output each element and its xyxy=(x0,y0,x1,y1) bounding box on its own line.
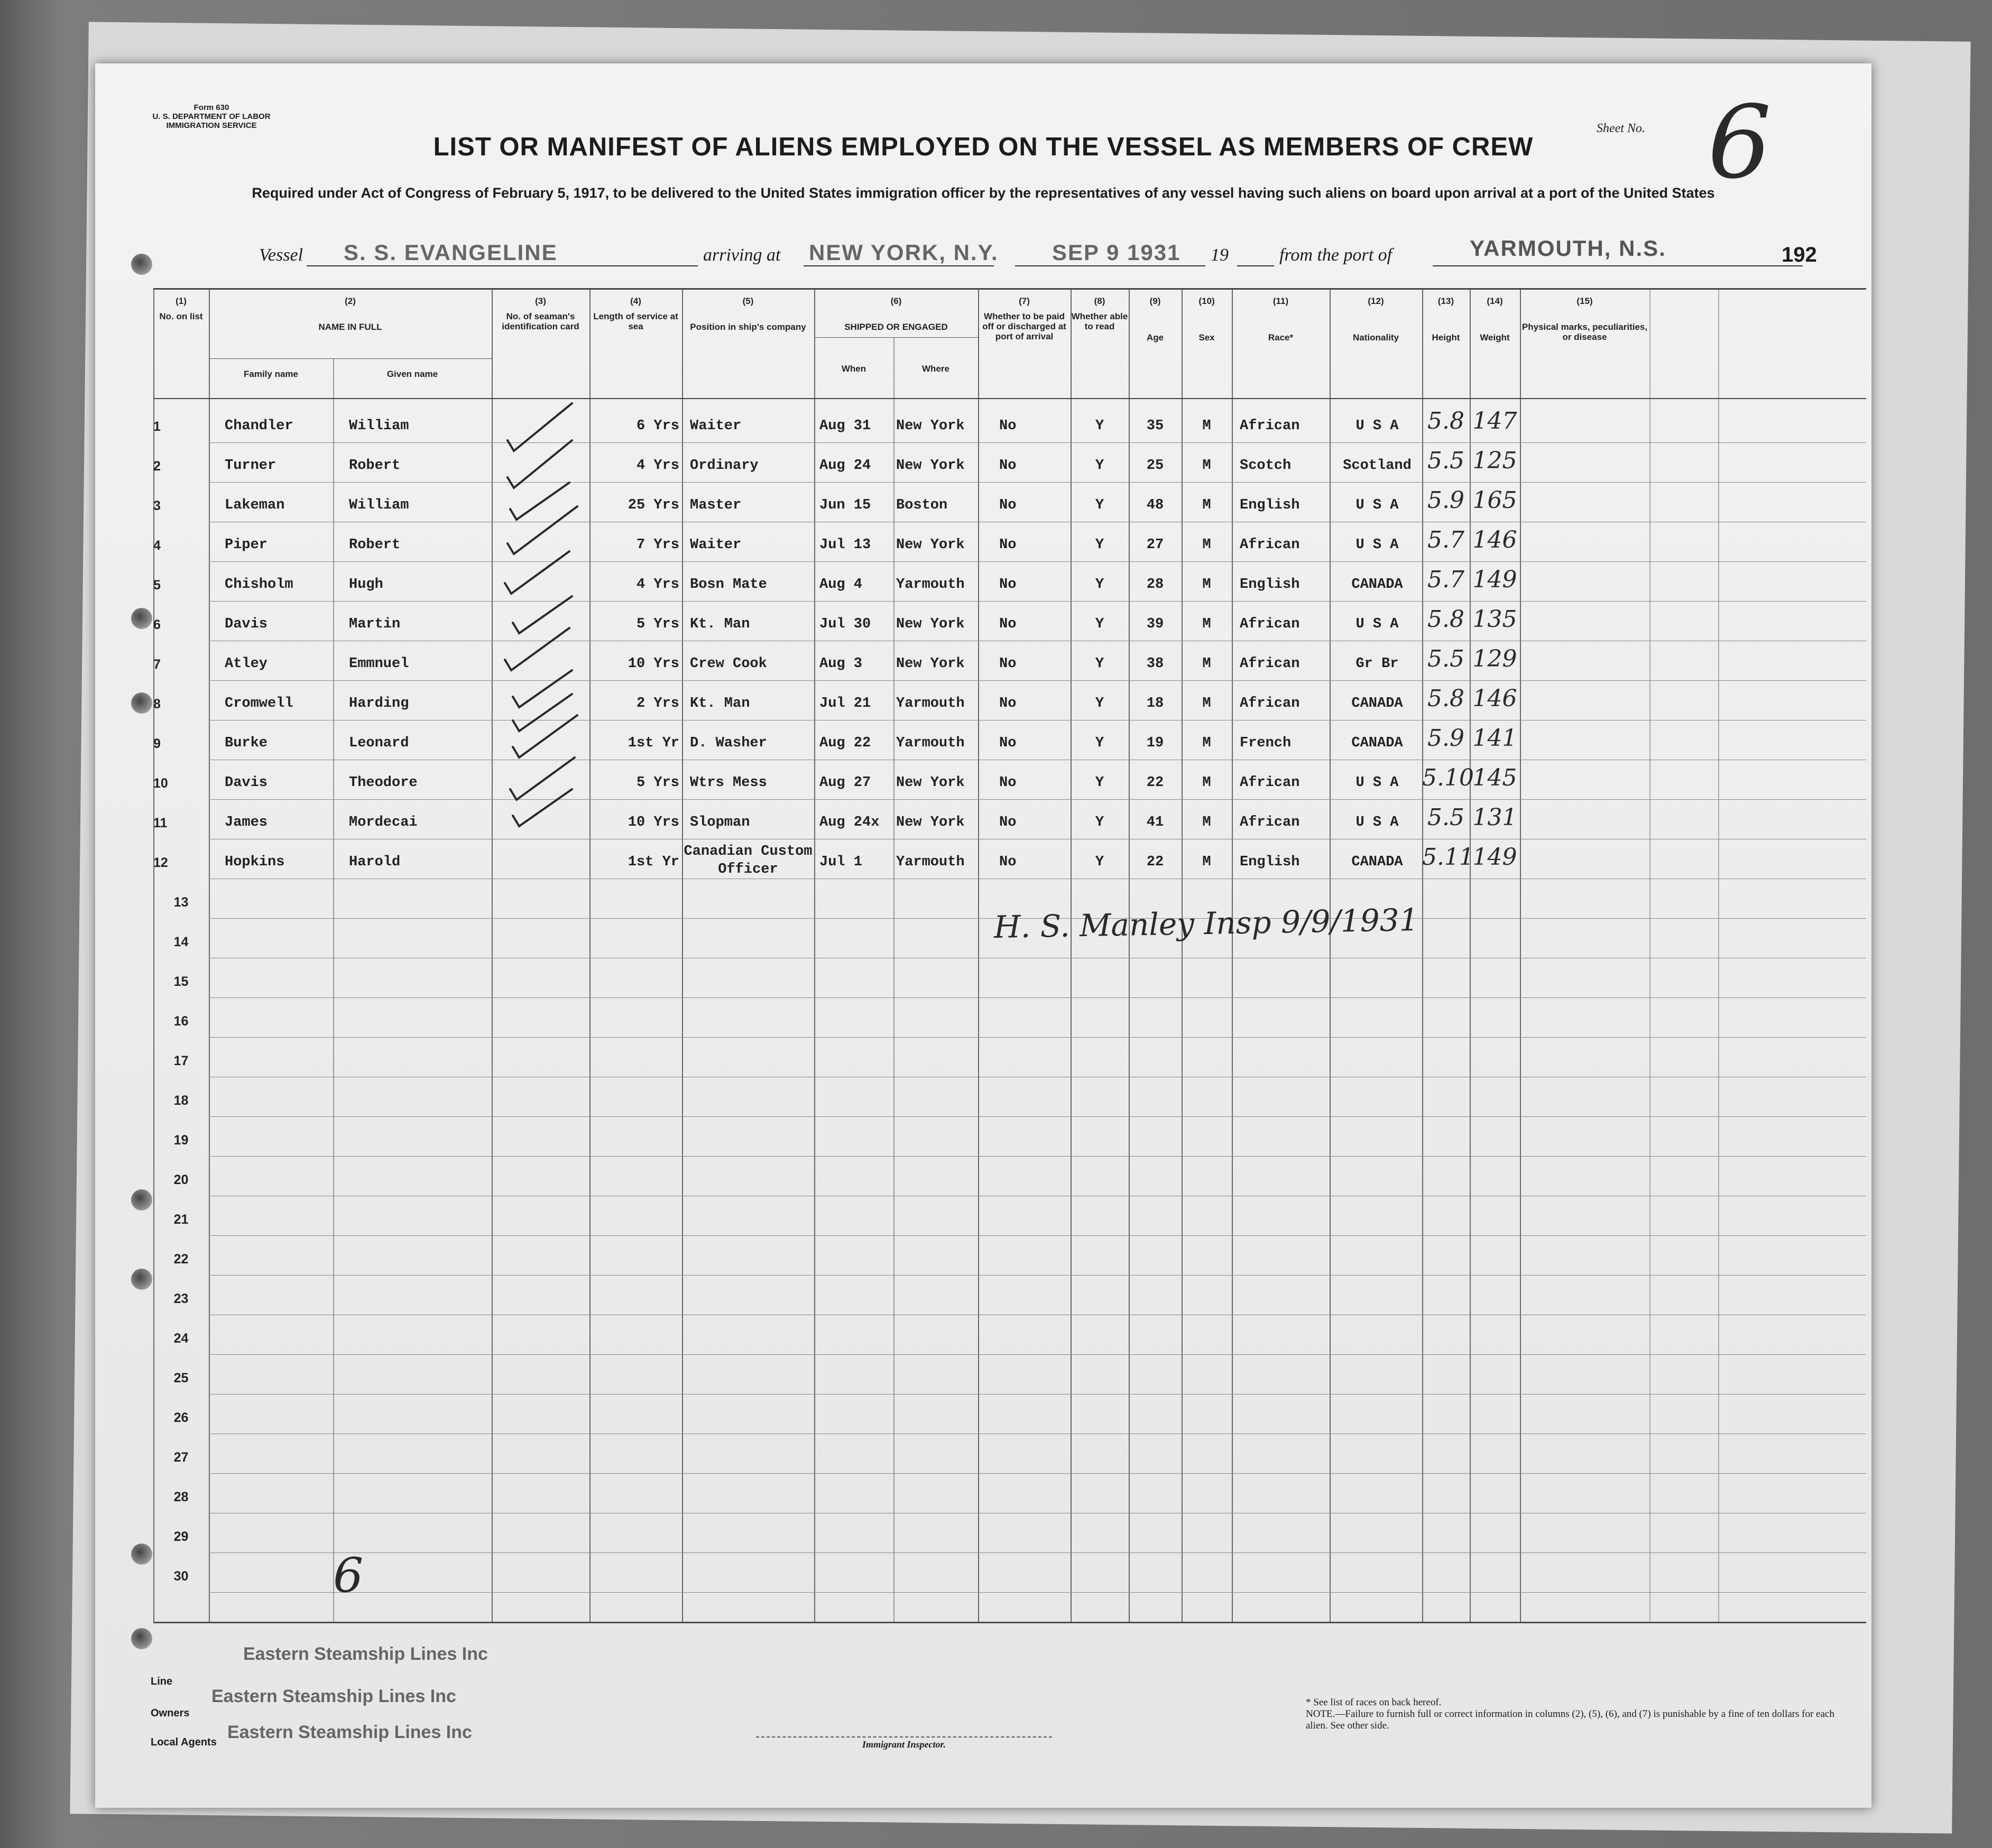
cell-given: Theodore xyxy=(349,775,418,791)
cell-family: Burke xyxy=(225,735,268,751)
table-row xyxy=(153,839,1866,879)
row-number: 20 xyxy=(173,1172,189,1187)
cell-service: 2 Yrs xyxy=(636,696,679,712)
row-number: 28 xyxy=(173,1490,189,1504)
year-prefix: 19 xyxy=(1211,245,1229,265)
cell-when: Jul 1 xyxy=(819,854,863,870)
cell-position: Kt. Man xyxy=(690,616,750,632)
vessel-label: Vessel xyxy=(259,245,303,265)
cell-height: 5.8 xyxy=(1427,606,1464,633)
document-subtitle: Required under Act of Congress of February 5, 1917, to be delivered to the United States immigration officer by the representatives of any vessel having such aliens on board upon arrival at a port of the United States xyxy=(252,185,1715,201)
table-row xyxy=(153,1315,1866,1355)
cell-paid: No xyxy=(999,854,1017,870)
cell-position: Wtrs Mess xyxy=(690,775,767,791)
cell-n: 12 xyxy=(153,855,168,870)
cell-when: Jul 30 xyxy=(819,616,871,632)
races-note: * See list of races on back hereof. xyxy=(1306,1697,1442,1708)
table-row xyxy=(153,1196,1866,1236)
cell-given: William xyxy=(349,418,409,434)
cell-weight: 141 xyxy=(1472,725,1517,752)
table-row xyxy=(153,681,1866,720)
cell-nationality: U S A xyxy=(1355,775,1399,791)
cell-given: Robert xyxy=(349,458,401,474)
cell-when: Aug 3 xyxy=(819,656,863,672)
col-where-header: Where xyxy=(922,364,949,374)
cell-family: Davis xyxy=(225,616,268,632)
cell-where: New York xyxy=(896,458,965,474)
cell-height: 5.5 xyxy=(1427,645,1464,672)
cell-where: Boston xyxy=(896,497,948,513)
document-title: LIST OR MANIFEST OF ALIENS EMPLOYED ON THE VESSEL AS MEMBERS OF CREW xyxy=(433,133,1534,161)
cell-sex: M xyxy=(1202,696,1211,712)
col-weight-header: (14) Weight xyxy=(1480,296,1510,343)
cell-race: African xyxy=(1240,815,1300,830)
cell-sex: M xyxy=(1202,418,1211,434)
cell-given: Emmnuel xyxy=(349,656,409,672)
binder-hole xyxy=(131,608,152,629)
cell-where: Yarmouth xyxy=(896,854,965,870)
agents-value: Eastern Steamship Lines Inc xyxy=(227,1722,472,1742)
cell-when: Aug 22 xyxy=(819,735,871,751)
cell-given: Robert xyxy=(349,537,401,553)
cell-race: English xyxy=(1240,854,1300,870)
cell-race: African xyxy=(1240,418,1300,434)
table-row xyxy=(153,403,1866,443)
cell-family: James xyxy=(225,815,268,830)
cell-age: 27 xyxy=(1146,537,1164,553)
col-shipped-header: (6) SHIPPED OR ENGAGED xyxy=(844,296,948,332)
cell-height: 5.5 xyxy=(1427,804,1464,831)
row-number: 17 xyxy=(173,1054,189,1068)
table-row xyxy=(153,602,1866,641)
cell-nationality: CANADA xyxy=(1351,735,1403,751)
col-number-header: (1) No. on list xyxy=(159,296,203,321)
cell-read: Y xyxy=(1095,616,1104,632)
page-number: 192 xyxy=(1782,243,1817,266)
cell-age: 41 xyxy=(1146,815,1164,830)
row-number: 21 xyxy=(173,1212,189,1227)
arrival-port: NEW YORK, N.Y. xyxy=(809,240,999,265)
cell-position: Canadian Custom Officer xyxy=(684,844,813,877)
binder-hole xyxy=(131,1189,152,1211)
cell-given: Leonard xyxy=(349,735,409,751)
cell-height: 5.7 xyxy=(1427,566,1464,593)
cell-race: English xyxy=(1240,497,1300,513)
crew-manifest-table xyxy=(153,288,1866,1623)
inspector-signature: H. S. Manley Insp 9/9/1931 xyxy=(993,901,1419,946)
row-number: 15 xyxy=(173,974,189,989)
cell-sex: M xyxy=(1202,458,1211,474)
cell-weight: 149 xyxy=(1472,844,1517,871)
cell-paid: No xyxy=(999,537,1017,553)
cell-age: 22 xyxy=(1146,854,1164,870)
col-name-header: (2) NAME IN FULL xyxy=(318,296,382,332)
cell-height: 5.10 xyxy=(1422,764,1474,791)
cell-service: 10 Yrs xyxy=(628,815,679,830)
cell-read: Y xyxy=(1095,854,1104,870)
cell-family: Chandler xyxy=(225,418,293,434)
cell-n: 11 xyxy=(153,816,168,830)
table-row xyxy=(153,1434,1866,1474)
cell-when: Aug 27 xyxy=(819,775,871,791)
cell-height: 5.8 xyxy=(1427,408,1464,435)
cell-read: Y xyxy=(1095,815,1104,830)
cell-n: 4 xyxy=(153,538,161,553)
binder-hole xyxy=(131,1628,152,1649)
cell-given: Martin xyxy=(349,616,401,632)
cell-nationality: Gr Br xyxy=(1355,656,1399,672)
cell-given: Harold xyxy=(349,854,401,870)
cell-where: New York xyxy=(896,418,965,434)
binder-hole xyxy=(131,1544,152,1565)
cell-age: 38 xyxy=(1146,656,1164,672)
cell-age: 28 xyxy=(1146,577,1164,593)
arriving-label: arriving at xyxy=(703,245,781,265)
cell-read: Y xyxy=(1095,775,1104,791)
cell-paid: No xyxy=(999,815,1017,830)
table-row xyxy=(153,800,1866,839)
cell-paid: No xyxy=(999,497,1017,513)
cell-height: 5.7 xyxy=(1427,526,1464,553)
row-number: 29 xyxy=(173,1529,189,1544)
cell-when: Jun 15 xyxy=(819,497,871,513)
from-port-label: from the port of xyxy=(1279,245,1392,265)
cell-read: Y xyxy=(1095,458,1104,474)
cell-where: New York xyxy=(896,537,965,553)
cell-nationality: CANADA xyxy=(1351,854,1403,870)
row-number: 26 xyxy=(173,1410,189,1425)
cell-nationality: U S A xyxy=(1355,537,1399,553)
col-paid-off-header: (7) Whether to be paid off or discharged at port of arrival xyxy=(982,296,1066,341)
line-label: Line xyxy=(151,1676,173,1687)
cell-paid: No xyxy=(999,656,1017,672)
table-row xyxy=(153,720,1866,760)
cell-age: 18 xyxy=(1146,696,1164,712)
col-physical-marks-header: (15) Physical marks, peculiarities, or disease xyxy=(1521,296,1648,342)
table-row xyxy=(153,522,1866,562)
cell-age: 48 xyxy=(1146,497,1164,513)
cell-n: 3 xyxy=(153,498,161,513)
cell-height: 5.5 xyxy=(1427,447,1464,474)
tally-mark: 6 xyxy=(333,1548,364,1603)
cell-nationality: Scotland xyxy=(1343,458,1412,474)
col-age-header: (9) Age xyxy=(1146,296,1164,343)
row-number: 14 xyxy=(173,935,189,949)
cell-read: Y xyxy=(1095,696,1104,712)
owners-value: Eastern Steamship Lines Inc xyxy=(211,1686,456,1706)
footnotes xyxy=(1306,1697,1834,1732)
cell-family: Cromwell xyxy=(225,696,293,712)
cell-age: 25 xyxy=(1146,458,1164,474)
table-row xyxy=(153,998,1866,1038)
table-row xyxy=(153,1157,1866,1196)
table-row xyxy=(153,1355,1866,1394)
col-service-header: (4) Length of service at sea xyxy=(593,296,678,331)
penalty-note: NOTE.—Failure to furnish full or correct information in columns (2), (5), (6), and (7) is punishable by a fine of ten dollars for each alien. See other side. xyxy=(1306,1708,1834,1731)
col-read-header: (8) Whether able to read xyxy=(1071,296,1128,331)
cell-sex: M xyxy=(1202,497,1211,513)
cell-race: African xyxy=(1240,537,1300,553)
cell-where: New York xyxy=(896,775,965,791)
inspector-signature-line xyxy=(756,1736,1052,1738)
cell-height: 5.8 xyxy=(1427,685,1464,712)
cell-race: African xyxy=(1240,616,1300,632)
cell-sex: M xyxy=(1202,735,1211,751)
cell-service: 1st Yr xyxy=(628,735,679,751)
cell-where: New York xyxy=(896,656,965,672)
table-row xyxy=(153,483,1866,522)
cell-paid: No xyxy=(999,616,1017,632)
cell-when: Aug 31 xyxy=(819,418,871,434)
cell-family: Turner xyxy=(225,458,276,474)
col-family-name-header: Family name xyxy=(244,369,298,379)
cell-race: African xyxy=(1240,656,1300,672)
cell-position: D. Washer xyxy=(690,735,767,751)
row-number: 13 xyxy=(173,895,189,910)
cell-service: 5 Yrs xyxy=(636,775,679,791)
cell-service: 7 Yrs xyxy=(636,537,679,553)
col-height-header: (13) Height xyxy=(1432,296,1460,343)
cell-given: Mordecai xyxy=(349,815,418,830)
table-row xyxy=(153,1553,1866,1593)
department-name: U. S. DEPARTMENT OF LABOR xyxy=(152,112,271,121)
cell-n: 7 xyxy=(153,657,161,672)
cell-n: 6 xyxy=(153,617,161,632)
cell-where: Yarmouth xyxy=(896,735,965,751)
row-number: 16 xyxy=(173,1014,189,1029)
cell-where: Yarmouth xyxy=(896,696,965,712)
cell-service: 4 Yrs xyxy=(636,577,679,593)
row-number: 30 xyxy=(173,1569,189,1584)
cell-race: English xyxy=(1240,577,1300,593)
row-number: 27 xyxy=(173,1450,189,1465)
cell-age: 22 xyxy=(1146,775,1164,791)
cell-sex: M xyxy=(1202,815,1211,830)
cell-read: Y xyxy=(1095,656,1104,672)
cell-family: Hopkins xyxy=(225,854,285,870)
cell-height: 5.9 xyxy=(1427,487,1464,514)
cell-family: Lakeman xyxy=(225,497,285,513)
col-race-header: (11) Race* xyxy=(1268,296,1294,343)
cell-n: 10 xyxy=(153,776,168,791)
cell-given: Harding xyxy=(349,696,409,712)
cell-position: Waiter xyxy=(690,418,742,434)
manifest-sheet xyxy=(95,63,1871,1808)
table-row xyxy=(153,760,1866,800)
cell-height: 5.9 xyxy=(1427,725,1464,752)
cell-when: Aug 4 xyxy=(819,577,863,593)
cell-race: African xyxy=(1240,696,1300,712)
cell-nationality: U S A xyxy=(1355,418,1399,434)
cell-given: William xyxy=(349,497,409,513)
cell-weight: 129 xyxy=(1472,645,1517,672)
binder-hole xyxy=(131,1269,152,1290)
id-card-checkmarks xyxy=(492,398,589,874)
cell-weight: 147 xyxy=(1472,408,1517,435)
cell-weight: 146 xyxy=(1472,526,1517,553)
cell-given: Hugh xyxy=(349,577,383,593)
col-when-header: When xyxy=(841,364,866,374)
cell-paid: No xyxy=(999,418,1017,434)
col-id-card-header: (3) No. of seaman's identification card xyxy=(502,296,579,331)
cell-family: Davis xyxy=(225,775,268,791)
cell-sex: M xyxy=(1202,656,1211,672)
cell-sex: M xyxy=(1202,775,1211,791)
col-nationality-header: (12) Nationality xyxy=(1353,296,1399,343)
cell-read: Y xyxy=(1095,577,1104,593)
cell-n: 2 xyxy=(153,459,161,474)
table-row xyxy=(153,562,1866,602)
cell-read: Y xyxy=(1095,735,1104,751)
cell-service: 6 Yrs xyxy=(636,418,679,434)
cell-race: Scotch xyxy=(1240,458,1292,474)
table-row xyxy=(153,958,1866,998)
cell-sex: M xyxy=(1202,577,1211,593)
cell-position: Master xyxy=(690,497,742,513)
sheet-number: 6 xyxy=(1708,84,1772,201)
cell-nationality: U S A xyxy=(1355,616,1399,632)
cell-weight: 125 xyxy=(1472,447,1517,474)
cell-read: Y xyxy=(1095,418,1104,434)
row-number: 18 xyxy=(173,1093,189,1108)
row-number: 19 xyxy=(173,1133,189,1148)
cell-position: Bosn Mate xyxy=(690,577,767,593)
cell-read: Y xyxy=(1095,537,1104,553)
cell-service: 4 Yrs xyxy=(636,458,679,474)
cell-nationality: U S A xyxy=(1355,815,1399,830)
table-row xyxy=(153,641,1866,681)
cell-weight: 131 xyxy=(1472,804,1517,831)
col-position-header: (5) Position in ship's company xyxy=(690,296,806,332)
cell-sex: M xyxy=(1202,616,1211,632)
cell-weight: 146 xyxy=(1472,685,1517,712)
table-row xyxy=(153,1236,1866,1276)
table-row xyxy=(153,1394,1866,1434)
cell-family: Piper xyxy=(225,537,268,553)
cell-paid: No xyxy=(999,577,1017,593)
form-header-block xyxy=(143,103,280,130)
cell-where: Yarmouth xyxy=(896,577,965,593)
row-number: 23 xyxy=(173,1291,189,1306)
table-row xyxy=(153,443,1866,483)
cell-position: Kt. Man xyxy=(690,696,750,712)
cell-sex: M xyxy=(1202,537,1211,553)
row-number: 22 xyxy=(173,1252,189,1267)
cell-service: 10 Yrs xyxy=(628,656,679,672)
agents-label: Local Agents xyxy=(151,1736,217,1748)
sheet-label: Sheet No. xyxy=(1597,122,1645,135)
cell-nationality: CANADA xyxy=(1351,577,1403,593)
col-sex-header: (10) Sex xyxy=(1198,296,1215,343)
departure-port: YARMOUTH, N.S. xyxy=(1470,236,1666,261)
cell-race: French xyxy=(1240,735,1292,751)
cell-when: Aug 24x xyxy=(819,815,880,830)
cell-paid: No xyxy=(999,735,1017,751)
cell-service: 5 Yrs xyxy=(636,616,679,632)
cell-weight: 135 xyxy=(1472,606,1517,633)
cell-age: 35 xyxy=(1146,418,1164,434)
cell-weight: 149 xyxy=(1472,566,1517,593)
cell-position: Slopman xyxy=(690,815,750,830)
arrival-date-stamp: SEP 9 1931 xyxy=(1052,240,1181,265)
cell-paid: No xyxy=(999,775,1017,791)
cell-when: Jul 21 xyxy=(819,696,871,712)
cell-weight: 145 xyxy=(1472,764,1517,791)
cell-family: Atley xyxy=(225,656,268,672)
cell-family: Chisholm xyxy=(225,577,293,593)
cell-sex: M xyxy=(1202,854,1211,870)
cell-weight: 165 xyxy=(1472,487,1517,514)
cell-paid: No xyxy=(999,458,1017,474)
table-row xyxy=(153,1077,1866,1117)
owners-label: Owners xyxy=(151,1707,190,1719)
cell-position: Crew Cook xyxy=(690,656,767,672)
service-name: IMMIGRATION SERVICE xyxy=(166,121,257,130)
row-number: 24 xyxy=(173,1331,189,1346)
binder-hole xyxy=(131,692,152,714)
cell-race: African xyxy=(1240,775,1300,791)
cell-paid: No xyxy=(999,696,1017,712)
table-body xyxy=(153,398,1866,1593)
cell-n: 5 xyxy=(153,578,161,593)
inspector-label: Immigrant Inspector. xyxy=(862,1739,946,1750)
cell-when: Jul 13 xyxy=(819,537,871,553)
cell-age: 39 xyxy=(1146,616,1164,632)
cell-where: New York xyxy=(896,616,965,632)
cell-service: 1st Yr xyxy=(628,854,679,870)
table-row xyxy=(153,1513,1866,1553)
cell-n: 1 xyxy=(153,419,161,434)
line-value: Eastern Steamship Lines Inc xyxy=(243,1644,488,1664)
col-given-name-header: Given name xyxy=(386,369,438,379)
cell-when: Aug 24 xyxy=(819,458,871,474)
table-row xyxy=(153,1276,1866,1315)
binder-hole xyxy=(131,254,152,275)
row-number: 25 xyxy=(173,1371,189,1385)
cell-n: 8 xyxy=(153,697,161,712)
cell-nationality: U S A xyxy=(1355,497,1399,513)
table-row xyxy=(153,1038,1866,1077)
cell-service: 25 Yrs xyxy=(628,497,679,513)
cell-nationality: CANADA xyxy=(1351,696,1403,712)
cell-position: Ordinary xyxy=(690,458,759,474)
cell-age: 19 xyxy=(1146,735,1164,751)
form-number: Form 630 xyxy=(193,103,229,112)
cell-height: 5.11 xyxy=(1422,844,1474,871)
table-row xyxy=(153,1117,1866,1157)
cell-read: Y xyxy=(1095,497,1104,513)
cell-position: Waiter xyxy=(690,537,742,553)
cell-n: 9 xyxy=(153,736,161,751)
vessel-name: S. S. EVANGELINE xyxy=(344,240,558,265)
table-row xyxy=(153,1474,1866,1513)
cell-where: New York xyxy=(896,815,965,830)
